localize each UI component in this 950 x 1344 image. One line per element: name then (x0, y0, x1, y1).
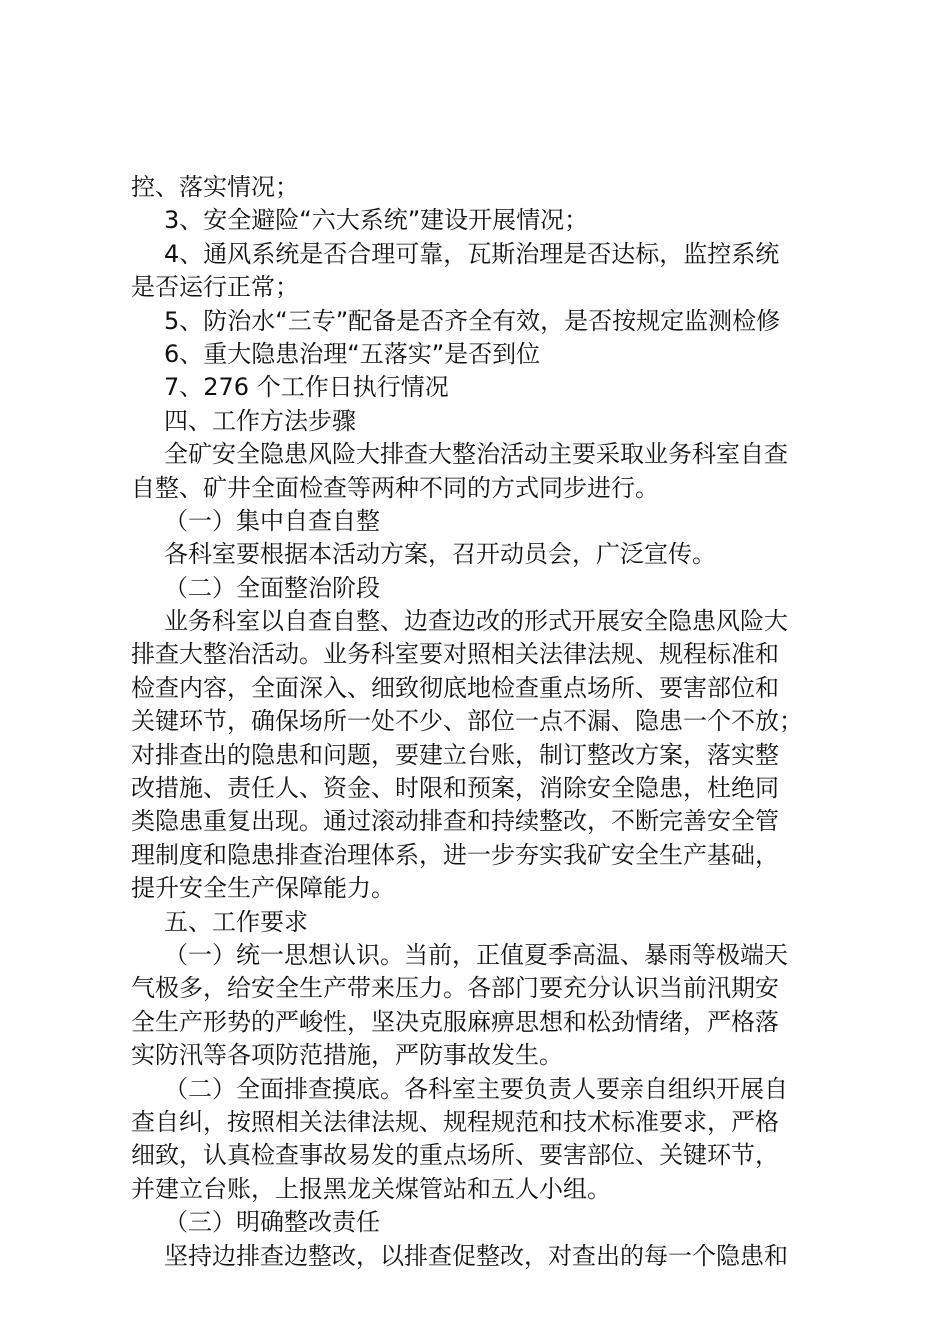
text-line: 实防汛等各项防范措施，严防事故发生。 (131, 1041, 563, 1070)
text-line: 业务科室以自查自整、边查边改的形式开展安全隐患风险大 (164, 607, 788, 636)
text-line: 提升安全生产保障能力。 (131, 874, 395, 903)
text-line: 关键环节，确保场所一处不少、部位一点不漏、隐患一个不放； (131, 707, 803, 736)
text-line: 并建立台账，上报黑龙关煤管站和五人小组。 (131, 1174, 611, 1203)
text-line: （二）全面排查摸底。各科室主要负责人要亲自组织开展自 (164, 1074, 788, 1103)
text-line: 7、276 个工作日执行情况 (164, 373, 449, 402)
text-line: 改措施、责任人、资金、时限和预案，消除安全隐患，杜绝同 (131, 774, 779, 803)
text-line: 对排查出的隐患和问题，要建立台账，制订整改方案，落实整 (131, 740, 779, 769)
text-line: 类隐患重复出现。通过滚动排查和持续整改，不断完善安全管 (131, 807, 779, 836)
text-line: 排查大整治活动。业务科室要对照相关法律法规、规程标准和 (131, 640, 779, 669)
text-line: 全矿安全隐患风险大排查大整治活动主要采取业务科室自查 (164, 440, 788, 469)
text-line: 6、重大隐患治理“五落实”是否到位 (164, 339, 541, 368)
text-line: 检查内容，全面深入、细致彻底地检查重点场所、要害部位和 (131, 673, 779, 702)
text-line: （二）全面整治阶段 (164, 573, 380, 602)
text-line: 坚持边排查边整改，以排查促整改，对查出的每一个隐患和 (164, 1241, 788, 1270)
text-line: 细致，认真检查事故易发的重点场所、要害部位、关键环节， (131, 1141, 779, 1170)
text-line: （三）明确整改责任 (164, 1208, 380, 1237)
text-line: 四、工作方法步骤 (164, 406, 356, 435)
document-body (131, 171, 851, 1273)
text-line: （一）统一思想认识。当前，正值夏季高温、暴雨等极端天 (164, 940, 788, 969)
text-line: 理制度和隐患排查治理体系，进一步夯实我矿安全生产基础， (131, 840, 779, 869)
text-line: 控、落实情况； (131, 173, 299, 201)
text-line: 全生产形势的严峻性，坚决克服麻痹思想和松劲情绪，严格落 (131, 1007, 779, 1036)
text-line: 自整、矿井全面检查等两种不同的方式同步进行。 (131, 473, 659, 502)
text-line: 3、安全避险“六大系统”建设开展情况； (164, 206, 589, 235)
text-line: 查自纠，按照相关法律法规、规程规范和技术标准要求，严格 (131, 1107, 779, 1136)
text-line: 气极多，给安全生产带来压力。各部门要充分认识当前汛期安 (131, 974, 779, 1003)
text-line: 五、工作要求 (164, 907, 308, 936)
text-line: 4、通风系统是否合理可靠，瓦斯治理是否达标，监控系统 (164, 239, 780, 268)
text-line: 5、防治水“三专”配备是否齐全有效，是否按规定监测检修 (164, 306, 781, 335)
text-line: 各科室要根据本活动方案，召开动员会，广泛宣传。 (164, 540, 716, 569)
text-line: （一）集中自查自整 (164, 506, 380, 535)
text-line: 是否运行正常； (131, 273, 299, 302)
